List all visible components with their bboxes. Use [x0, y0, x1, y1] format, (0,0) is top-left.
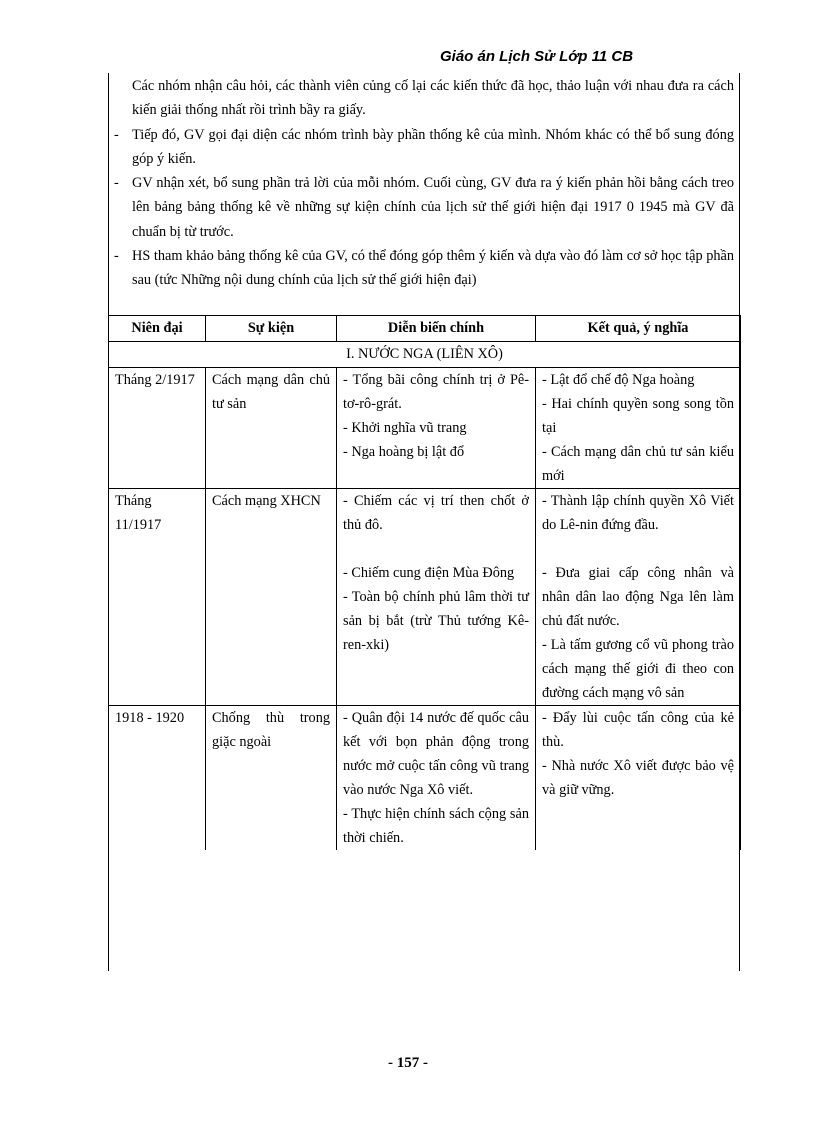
table-row — [109, 368, 741, 489]
table-header-row — [109, 316, 741, 342]
row-event: Chống thù trong giặc ngoài — [206, 706, 337, 851]
intro-bullet-2: - Tiếp đó, GV gọi đại diện các nhóm trình bày phần thống kê của mình. Nhóm khác có thể bổ sung đóng góp ý kiến. — [114, 126, 734, 167]
row-date: Tháng 2/1917 — [109, 368, 206, 489]
header-date: Niên đại — [109, 316, 206, 342]
row-event: Cách mạng dân chủ tư sản — [206, 368, 337, 489]
header-process: Diễn biến chính — [337, 316, 536, 342]
row-date: 1918 - 1920 — [109, 706, 206, 851]
table-row — [109, 489, 741, 706]
history-table — [108, 315, 741, 850]
row-process: - Tổng bãi công chính trị ở Pê-tơ-rô-grát. - Khởi nghĩa vũ trang - Nga hoàng bị lật đổ — [337, 368, 536, 489]
page-header-title: Giáo án Lịch Sử Lớp 11 CB — [440, 48, 634, 65]
section-title: I. NƯỚC NGA (LIÊN XÔ) — [109, 342, 741, 368]
row-process: - Quân đội 14 nước đế quốc câu kết với bọn phản động trong nước mở cuộc tấn công vũ trang vào nước Nga Xô viết. - Thực hiện chính sách cộng sản thời chiến. — [337, 706, 536, 851]
row-date: Tháng 11/1917 — [109, 489, 206, 706]
header-event: Sự kiện — [206, 316, 337, 342]
intro-bullet-3: - GV nhận xét, bổ sung phần trả lời của mỗi nhóm. Cuối cùng, GV đưa ra ý kiến phản hồi bằng cách treo lên bảng bảng thống kê về những sự kiện chính của lịch sử thế giới hiện đại 1917 0 1945 mà GV đã chuẩn bị từ trước. — [114, 175, 734, 240]
intro-text — [112, 74, 734, 293]
header-result: Kết quả, ý nghĩa — [536, 316, 741, 342]
page-number: - 157 - — [388, 1055, 428, 1071]
section-row — [109, 342, 741, 368]
row-process: - Chiếm các vị trí then chốt ở thủ đô. - Chiếm cung điện Mùa Đông - Toàn bộ chính phủ lâm thời tư sản bị bắt (trừ Thủ tướng Kê-ren-xki) — [337, 489, 536, 706]
row-result: - Lật đổ chế độ Nga hoàng - Hai chính quyền song song tồn tại - Cách mạng dân chủ tư sản kiểu mới — [536, 368, 741, 489]
intro-bullet-4: - HS tham khảo bảng thống kê của GV, có thể đóng góp thêm ý kiến và dựa vào đó làm cơ sở học tập phần sau (tức Những nội dung chính của lịch sử thế giới hiện đại) — [114, 248, 734, 289]
intro-paragraph-1: Các nhóm nhận câu hỏi, các thành viên củng cố lại các kiến thức đã học, thảo luận với nhau đưa ra cách kiến giải thống nhất rồi trình bầy ra giấy. — [132, 78, 734, 119]
row-result: - Đẩy lùi cuộc tấn công của kẻ thù. - Nhà nước Xô viết được bảo vệ và giữ vững. — [536, 706, 741, 851]
row-event: Cách mạng XHCN — [206, 489, 337, 706]
table-row — [109, 706, 741, 851]
row-result: - Thành lập chính quyền Xô Viết do Lê-nin đứng đầu. - Đưa giai cấp công nhân và nhân dân lao động Nga lên làm chủ đất nước. - Là tấm gương cổ vũ phong trào cách mạng thế giới đi theo con đường cách mạng vô sản — [536, 489, 741, 706]
